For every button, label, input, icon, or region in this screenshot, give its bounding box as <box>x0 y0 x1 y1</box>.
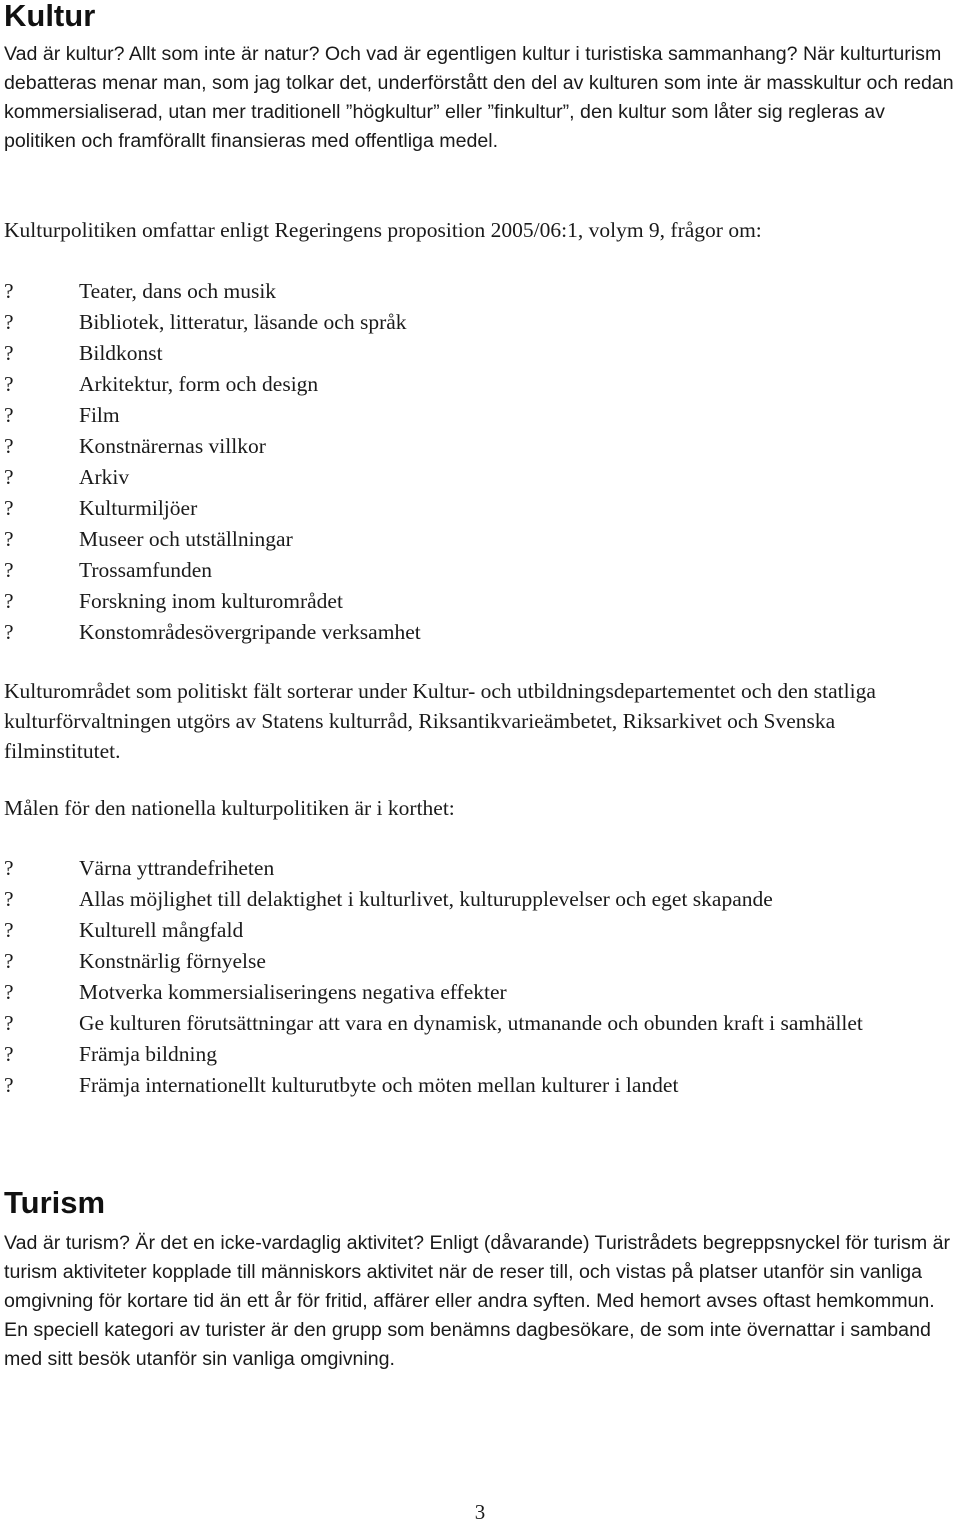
list-item <box>0 524 960 555</box>
list-item-text: Värna yttrandefriheten <box>79 856 275 880</box>
page-number: 3 <box>474 1500 486 1524</box>
list-item <box>0 946 960 977</box>
bullet-marker: ? <box>4 1042 14 1066</box>
bullet-marker: ? <box>4 620 14 644</box>
bullet-marker: ? <box>4 434 14 458</box>
kultur-intro-paragraph: Vad är kultur? Allt som inte är natur? Och vad är egentligen kultur i turistiska sammanhang? När kulturturism debatteras menar man, som jag tolkar det, underförstått den del av kulturen som inte är masskultur och redan kommersialiserad, utan mer traditionell ”högkultur” eller ”finkultur”, den kultur som låter sig regleras av politiken och framförallt finansieras med offentliga medel. <box>4 43 954 152</box>
list-item-text: Konstnärernas villkor <box>79 434 266 458</box>
list-item-text: Museer och utställningar <box>79 527 293 551</box>
list-item <box>0 307 960 338</box>
bullet-marker: ? <box>4 341 14 365</box>
policy-areas-list <box>0 276 960 648</box>
list-item <box>0 338 960 369</box>
bullet-marker: ? <box>4 372 14 396</box>
list-item <box>0 431 960 462</box>
bullet-marker: ? <box>4 465 14 489</box>
list-item-text: Främja internationellt kulturutbyte och möten mellan kulturer i landet <box>79 1073 679 1097</box>
list-item <box>0 369 960 400</box>
goals-intro-paragraph: Målen för den nationella kulturpolitiken är i korthet: <box>4 796 455 820</box>
bullet-marker: ? <box>4 949 14 973</box>
list-item-text: Främja bildning <box>79 1042 217 1066</box>
policy-goals-list <box>0 853 960 1101</box>
bullet-marker: ? <box>4 1073 14 1097</box>
bullet-marker: ? <box>4 980 14 1004</box>
list-item <box>0 1070 960 1101</box>
list-item <box>0 400 960 431</box>
bullet-marker: ? <box>4 279 14 303</box>
bullet-marker: ? <box>4 403 14 427</box>
section-heading-kultur: Kultur <box>4 0 96 33</box>
bullet-marker: ? <box>4 918 14 942</box>
bullet-marker: ? <box>4 1011 14 1035</box>
list-item-text: Kulturmiljöer <box>79 496 198 520</box>
list-item-text: Kulturell mångfald <box>79 918 244 942</box>
section-heading-turism: Turism <box>4 1185 106 1220</box>
cultural-field-paragraph: Kulturområdet som politiskt fält sorterar under Kultur- och utbildningsdepartementet och den statliga kulturförvaltningen utgörs av Statens kulturråd, Riksantikvarieämbetet, Riksarkivet och Svenska filminstitutet. <box>4 679 876 763</box>
list-item-text: Allas möjlighet till delaktighet i kulturlivet, kulturupplevelser och eget skapande <box>79 887 773 911</box>
list-item <box>0 586 960 617</box>
list-item <box>0 276 960 307</box>
list-item <box>0 884 960 915</box>
list-item <box>0 462 960 493</box>
list-item <box>0 617 960 648</box>
list-item-text: Arkitektur, form och design <box>79 372 319 396</box>
bullet-marker: ? <box>4 527 14 551</box>
list-item <box>0 915 960 946</box>
bullet-marker: ? <box>4 589 14 613</box>
list-item-text: Ge kulturen förutsättningar att vara en dynamisk, utmanande och obunden kraft i samhället <box>79 1011 863 1035</box>
list-item <box>0 493 960 524</box>
list-item-text: Film <box>79 403 120 427</box>
policy-intro-paragraph: Kulturpolitiken omfattar enligt Regeringens proposition 2005/06:1, volym 9, frågor om: <box>4 218 762 242</box>
list-item <box>0 1008 960 1039</box>
list-item <box>0 853 960 884</box>
list-item-text: Konstområdesövergripande verksamhet <box>79 620 421 644</box>
list-item-text: Forskning inom kulturområdet <box>79 589 343 613</box>
list-item-text: Trossamfunden <box>79 558 212 582</box>
bullet-marker: ? <box>4 887 14 911</box>
list-item <box>0 977 960 1008</box>
list-item-text: Konstnärlig förnyelse <box>79 949 266 973</box>
list-item <box>0 555 960 586</box>
list-item-text: Arkiv <box>79 465 130 489</box>
turism-paragraph: Vad är turism? Är det en icke-vardaglig aktivitet? Enligt (dåvarande) Turistrådets begreppsnyckel för turism är turism aktiviteter kopplade till människors aktivitet när de reser till, och vistas på platser utanför sin vanliga omgivning för kortare tid än ett år för fritid, affärer eller andra syften. Med hemort avses oftast hemkommun. En speciell kategori av turister är den grupp som benämns dagbesökare, de som inte övernattar i samband med sitt besök utanför sin vanliga omgivning. <box>4 1232 951 1370</box>
bullet-marker: ? <box>4 310 14 334</box>
list-item-text: Bildkonst <box>79 341 163 365</box>
list-item-text: Bibliotek, litteratur, läsande och språk <box>79 310 407 334</box>
bullet-marker: ? <box>4 558 14 582</box>
bullet-marker: ? <box>4 856 14 880</box>
list-item-text: Motverka kommersialiseringens negativa effekter <box>79 980 507 1004</box>
list-item-text: Teater, dans och musik <box>79 279 277 303</box>
list-item <box>0 1039 960 1070</box>
bullet-marker: ? <box>4 496 14 520</box>
